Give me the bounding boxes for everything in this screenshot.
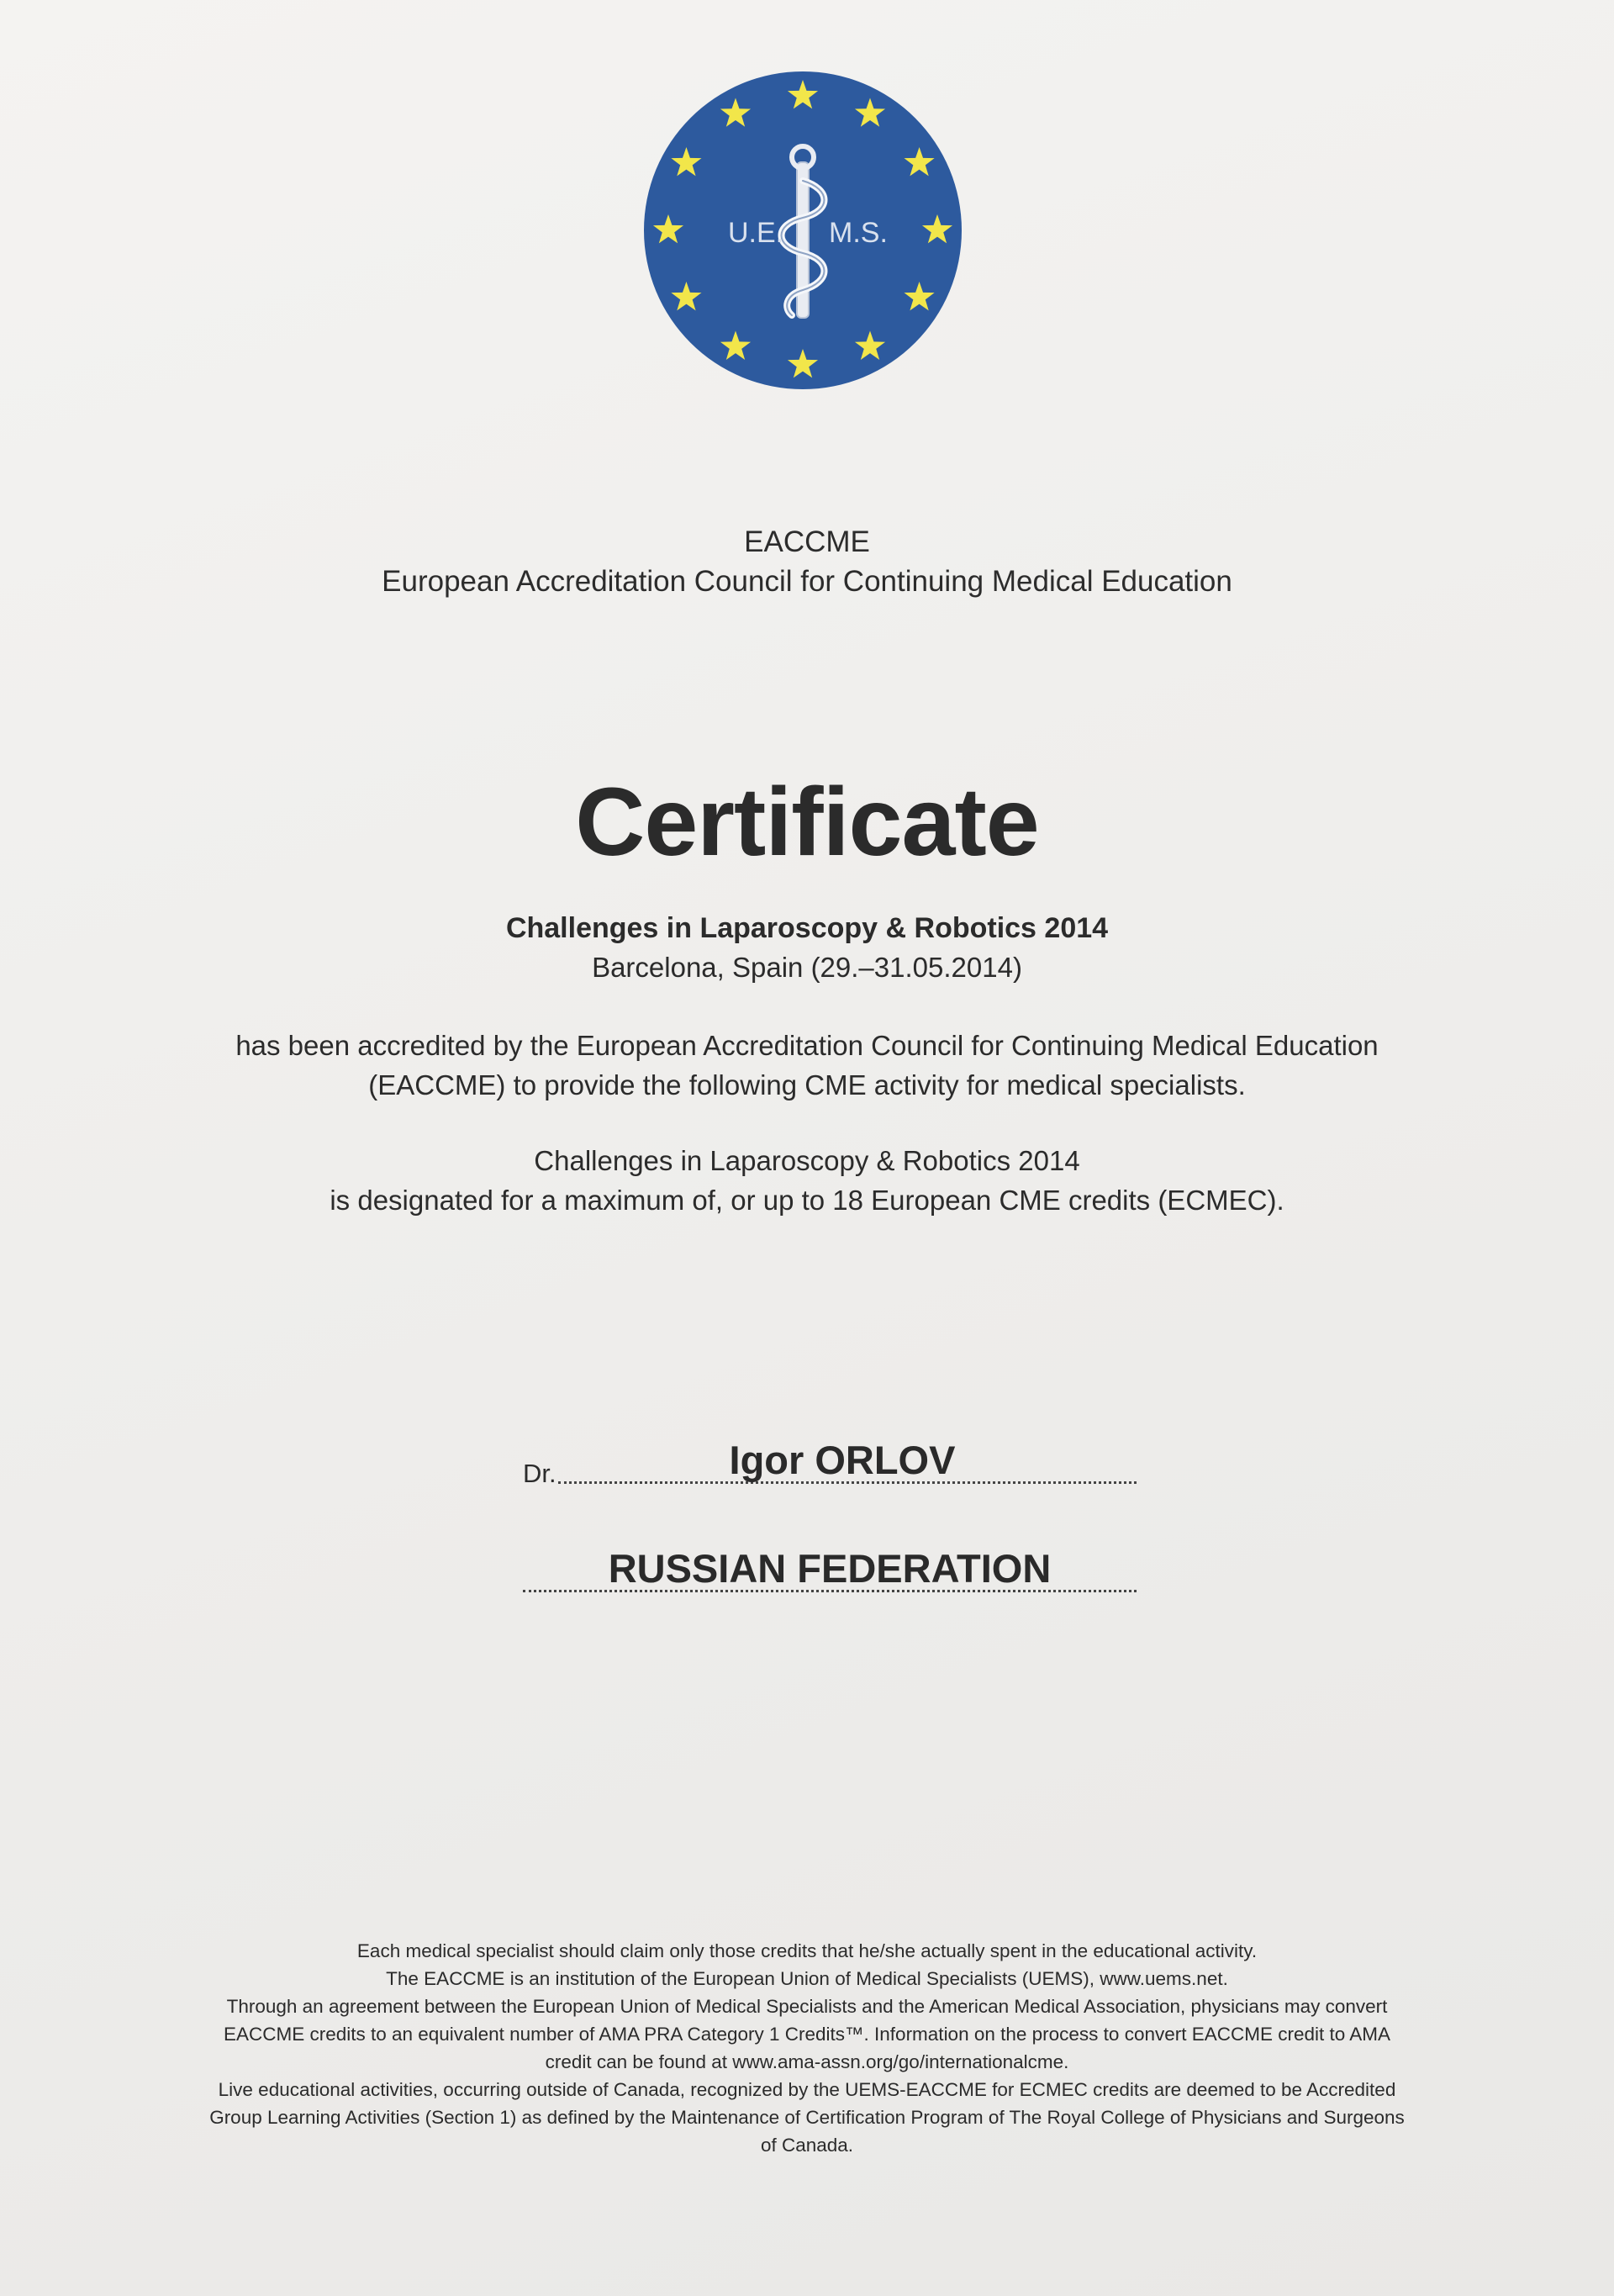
uems-seal	[642, 70, 963, 391]
recipient-country: RUSSIAN FEDERATION	[608, 1546, 1052, 1591]
logo-left-text: U.E.	[728, 217, 784, 249]
designation-line-1: Challenges in Laparoscopy & Robotics 2014	[534, 1145, 1080, 1176]
designation-line-2: is designated for a maximum of, or up to 18 European CME credits (ECMEC).	[330, 1185, 1284, 1216]
footer-line: The EACCME is an institution of the European Union of Medical Specialists (UEMS), www.uems.net.	[386, 1968, 1228, 1989]
recipient-name: Igor ORLOV	[729, 1438, 956, 1482]
footer-line: of Canada.	[760, 2135, 854, 2156]
org-abbreviation: EACCME	[744, 525, 870, 558]
certificate-title: Certificate	[575, 768, 1039, 876]
footer-line: Live educational activities, occurring outside of Canada, recognized by the UEMS-EACCME for ECMEC credits are deemed to be Accredited	[218, 2079, 1396, 2100]
footer-notes	[84, 1937, 1530, 2159]
event-place: Barcelona, Spain (29.–31.05.2014)	[592, 952, 1022, 983]
recipient-country-line	[523, 1539, 1137, 1597]
recipient-name-line	[523, 1433, 1137, 1492]
name-prefix: Dr.	[523, 1459, 556, 1488]
logo-right-text: M.S.	[829, 217, 888, 249]
footer-line: Each medical specialist should claim only those credits that he/she actually spent in the educational activity.	[356, 1940, 1258, 1961]
footer-line: EACCME credits to an equivalent number of AMA PRA Category 1 Credits™. Information on the process to convert EACCME credit to AMA	[223, 2024, 1391, 2045]
accreditation-line-2: (EACCME) to provide the following CME activity for medical specialists.	[368, 1069, 1246, 1100]
footer-line: Group Learning Activities (Section 1) as defined by the Maintenance of Certification Program of The Royal College of Physicians and Surgeons	[209, 2107, 1405, 2128]
uems-logo	[642, 70, 963, 391]
org-full-name: European Accreditation Council for Continuing Medical Education	[382, 565, 1232, 598]
event-name: Challenges in Laparoscopy & Robotics 2014	[505, 912, 1109, 944]
footer-line: Through an agreement between the European Union of Medical Specialists and the American Medical Association, physicians may convert	[226, 1996, 1388, 2017]
accreditation-line-1: has been accredited by the European Accreditation Council for Continuing Medical Education	[235, 1030, 1379, 1061]
footer-line: credit can be found at www.ama-assn.org/go/internationalcme.	[545, 2051, 1069, 2072]
